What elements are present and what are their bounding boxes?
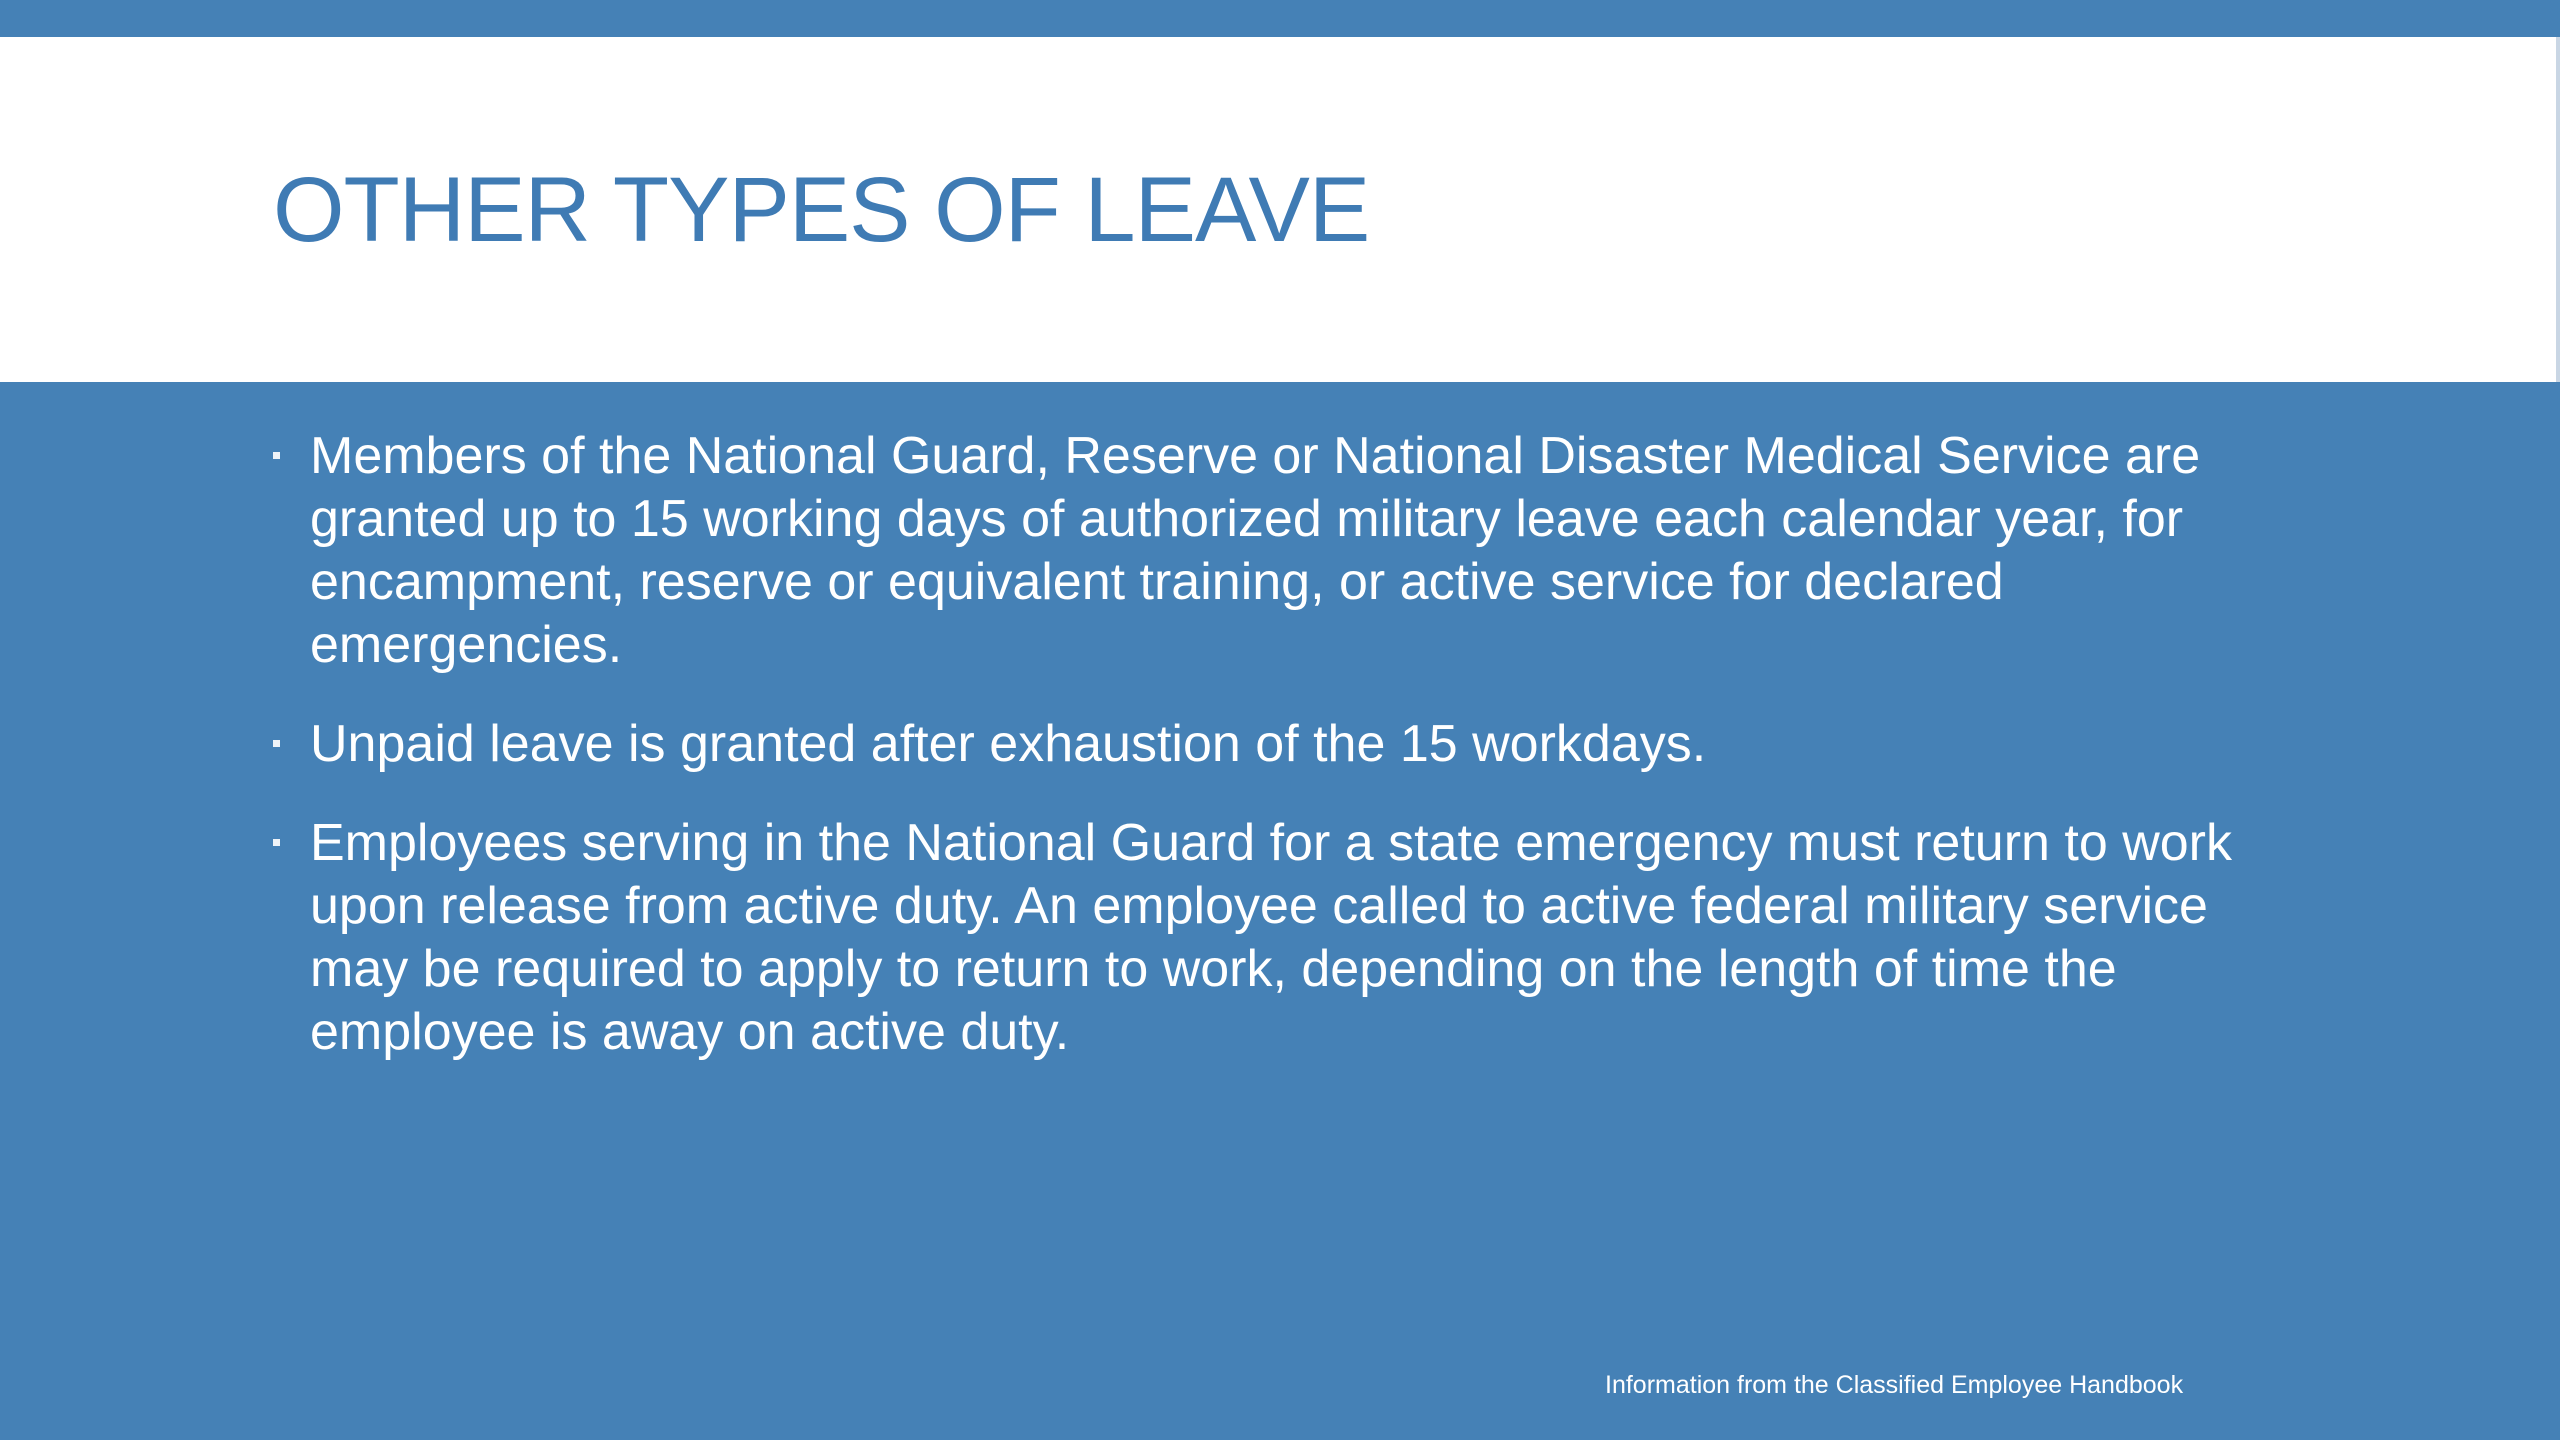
bullet-list: [270, 425, 2280, 1100]
bullet-text: Members of the National Guard, Reserve or National Disaster Medical Service are granted up to 15 working days of authorized military leave each calendar year, for encampment, reserve or equivalent training, or active service for declared emergencies.: [310, 427, 2201, 674]
top-accent-strip: [0, 0, 2560, 37]
bullet-text: Unpaid leave is granted after exhaustion of the 15 workdays.: [310, 715, 1707, 773]
title-band-edge: [2556, 37, 2560, 382]
source-footnote: Information from the Classified Employee Handbook: [1605, 1371, 2184, 1399]
slide-title: OTHER TYPES OF LEAVE: [273, 159, 1370, 261]
bullet-text: Employees serving in the National Guard for a state emergency must return to work upon release from active duty. An employee called to active federal military service may be required to apply to return to work, depending on the length of time the employee is away on active duty.: [310, 814, 2232, 1061]
bullet-item-return-to-work: [270, 812, 2280, 1064]
square-bullet-icon: [273, 452, 280, 459]
square-bullet-icon: [273, 839, 280, 846]
square-bullet-icon: [273, 740, 280, 747]
bullet-item-unpaid-leave: [270, 713, 2280, 776]
bullet-item-military-leave: [270, 425, 2280, 677]
